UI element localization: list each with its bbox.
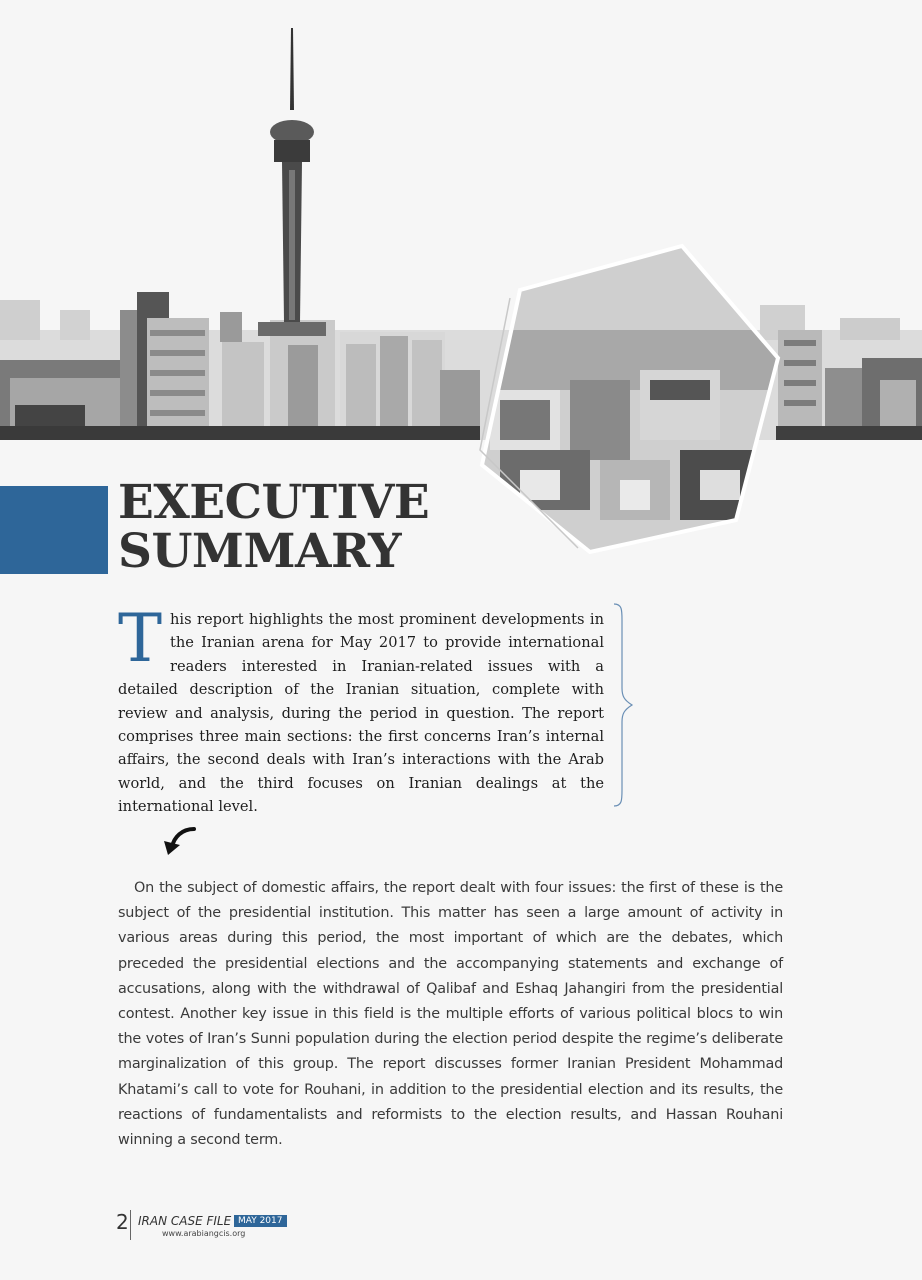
title-line-1: EXECUTIVE [118, 475, 430, 530]
publication-title: IRAN CASE FILE [138, 1214, 232, 1228]
drop-cap: T [118, 600, 163, 677]
intro-paragraph [118, 600, 604, 819]
body-paragraph: On the subject of domestic affairs, the report dealt with four issues: the first of these is the subject of the presidential institution. This matter has seen a large amount of activity in various areas during this period, the most important of which are the debates, which preceded the presidential elections and the accompanying statements and exchange of accusations, along with the withdrawal of Qalibaf and Eshaq Jahangiri from the presidential contest. Another key issue in this field is the multiple efforts of various political blocs to win the votes of Iran’s Sunni population during the election period despite the regime’s deliberate marginalization of this group. The report discusses former Iranian President Mohammad Khatami’s call to vote for Rouhani, in addition to the presidential election and its results, the reactions of fundamentalists and reformists to the election results, and Hassan Rouhani winning a second term. [118, 880, 783, 1149]
title-line-2: SUMMARY [118, 524, 402, 579]
accent-bar [0, 486, 108, 574]
website-url: www.arabiangcis.org [162, 1229, 246, 1238]
issue-badge: MAY 2017 [234, 1215, 287, 1227]
page-title [118, 475, 430, 579]
page-number: 2 [116, 1210, 129, 1234]
brace-icon [610, 600, 640, 810]
footer-divider [130, 1210, 131, 1240]
curved-arrow-icon [160, 825, 200, 859]
intro-text: his report highlights the most prominent developments in the Iranian arena for May 2017 to provide international readers interested in Iranian-related issues with a detailed description of the Iranian situation, complete with review and analysis, during the period in question. The report comprises three main sections: the first concerns Iran’s internal affairs, the second deals with Iran’s interactions with the Arab world, and the third focuses on Iranian dealings at the international level. [118, 611, 604, 816]
